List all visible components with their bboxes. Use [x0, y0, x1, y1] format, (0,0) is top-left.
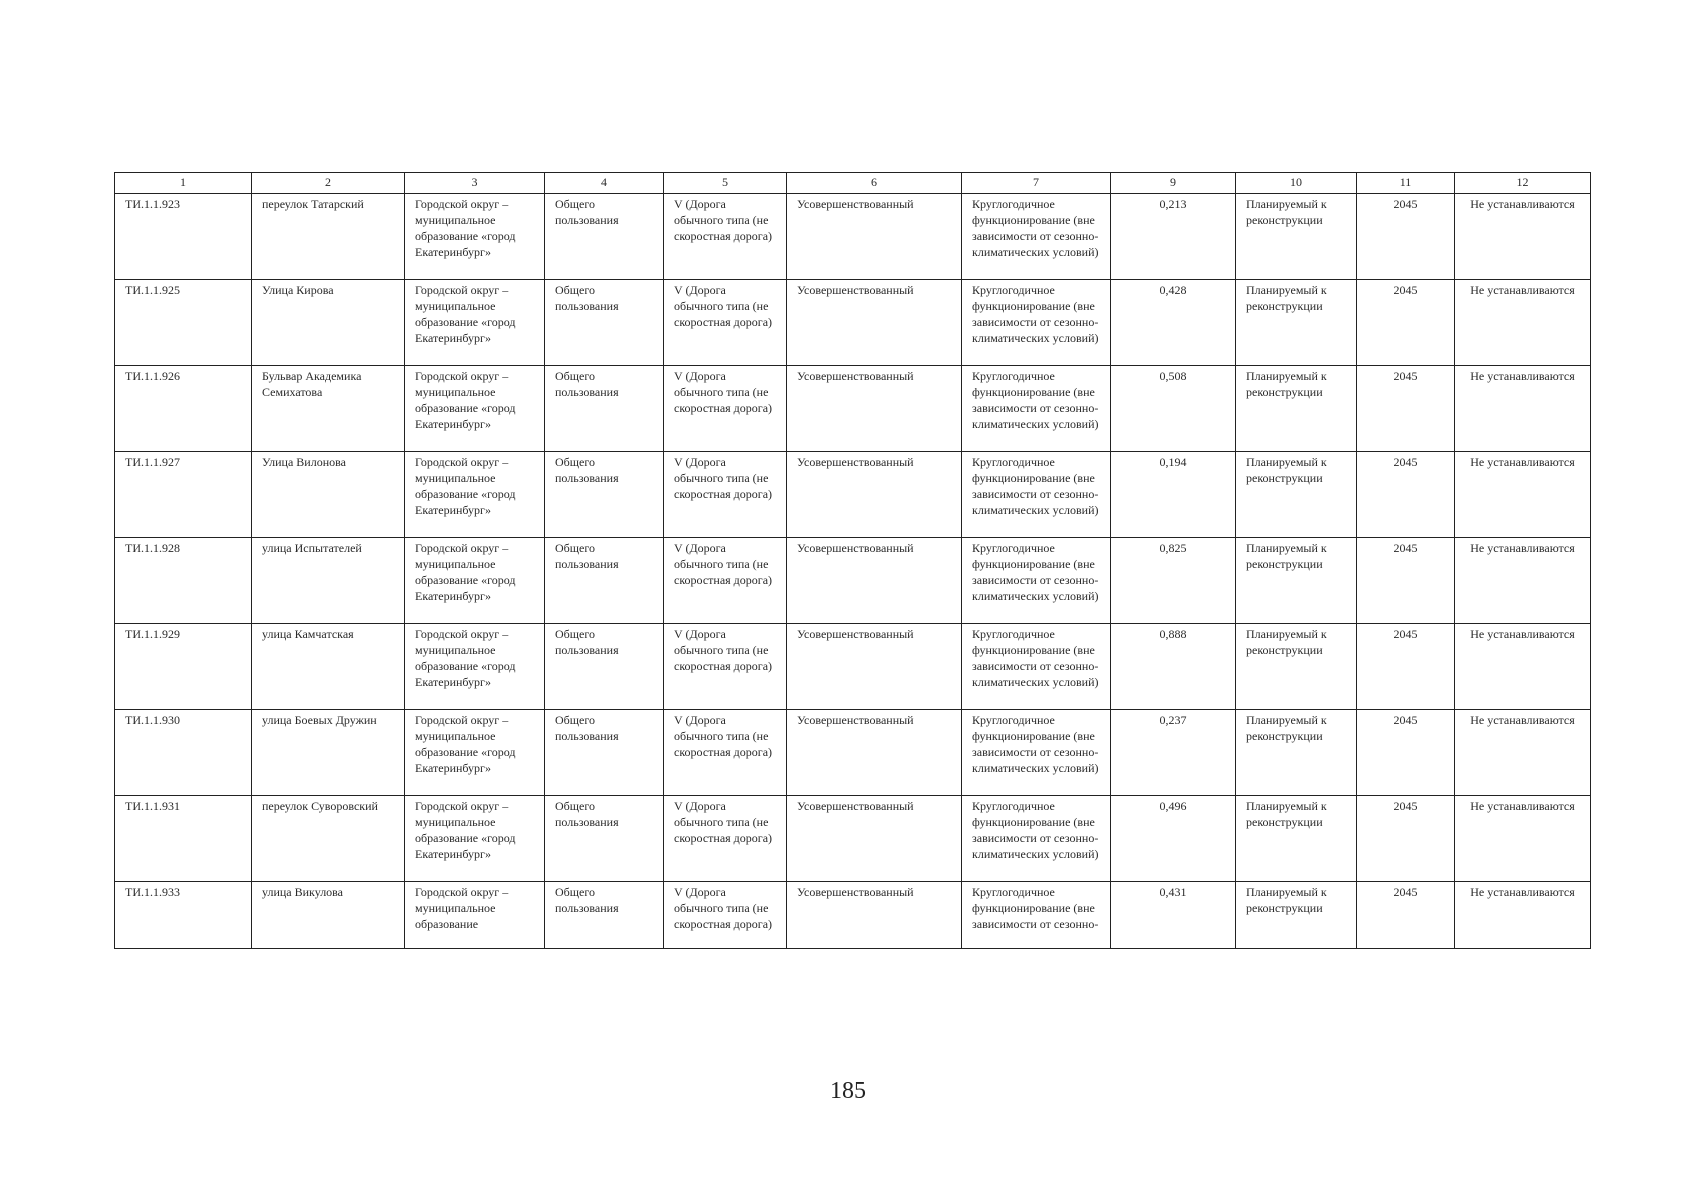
cell-category: V (Дорога обычного типа (не скоростная дорога) [664, 280, 787, 366]
cell-status: Планируемый к реконструкции [1236, 280, 1357, 366]
table-row [115, 194, 1591, 280]
cell-mode: Круглогодичное функционирование (вне зависимости от сезонно-климатических условий) [962, 452, 1111, 538]
cell-status: Планируемый к реконструкции [1236, 538, 1357, 624]
cell-surface: Усовершенствованный [787, 366, 962, 452]
cell-year: 2045 [1357, 366, 1455, 452]
cell-surface: Усовершенствованный [787, 624, 962, 710]
cell-surface: Усовершенствованный [787, 710, 962, 796]
cell-year: 2045 [1357, 796, 1455, 882]
cell-year: 2045 [1357, 538, 1455, 624]
cell-surface: Усовершенствованный [787, 452, 962, 538]
header-cell: 1 [115, 173, 252, 194]
header-cell: 2 [252, 173, 405, 194]
cell-name: Улица Кирова [252, 280, 405, 366]
cell-surface: Усовершенствованный [787, 194, 962, 280]
cell-mode: Круглогодичное функционирование (вне зависимости от сезонно-климатических условий) [962, 194, 1111, 280]
cell-mode: Круглогодичное функционирование (вне зависимости от сезонно-климатических условий) [962, 280, 1111, 366]
cell-use: Общего пользования [545, 882, 664, 949]
cell-id: ТИ.1.1.926 [115, 366, 252, 452]
cell-mode: Круглогодичное функционирование (вне зависимости от сезонно-климатических условий) [962, 624, 1111, 710]
cell-mode: Круглогодичное функционирование (вне зависимости от сезонно-климатических условий) [962, 366, 1111, 452]
cell-length: 0,431 [1111, 882, 1236, 949]
cell-zones: Не устанавливаются [1455, 624, 1591, 710]
cell-zones: Не устанавливаются [1455, 280, 1591, 366]
cell-status: Планируемый к реконструкции [1236, 882, 1357, 949]
cell-year: 2045 [1357, 194, 1455, 280]
cell-status: Планируемый к реконструкции [1236, 624, 1357, 710]
cell-zones: Не устанавливаются [1455, 796, 1591, 882]
cell-length: 0,237 [1111, 710, 1236, 796]
cell-surface: Усовершенствованный [787, 280, 962, 366]
cell-mode: Круглогодичное функционирование (вне зависимости от сезонно-климатических условий) [962, 538, 1111, 624]
table-row [115, 882, 1591, 949]
cell-zones: Не устанавливаются [1455, 882, 1591, 949]
cell-category: V (Дорога обычного типа (не скоростная дорога) [664, 882, 787, 949]
cell-length: 0,888 [1111, 624, 1236, 710]
table-row [115, 624, 1591, 710]
header-cell: 6 [787, 173, 962, 194]
cell-name: Бульвар Академика Семихатова [252, 366, 405, 452]
cell-id: ТИ.1.1.927 [115, 452, 252, 538]
header-cell: 9 [1111, 173, 1236, 194]
cell-use: Общего пользования [545, 194, 664, 280]
cell-use: Общего пользования [545, 796, 664, 882]
page-number: 185 [830, 1078, 866, 1104]
cell-owner: Городской округ – муниципальное образование [405, 882, 545, 949]
cell-name: переулок Суворовский [252, 796, 405, 882]
table-row [115, 366, 1591, 452]
table-header-row [115, 173, 1591, 194]
cell-use: Общего пользования [545, 280, 664, 366]
cell-mode: Круглогодичное функционирование (вне зависимости от сезонно- [962, 882, 1111, 949]
cell-id: ТИ.1.1.929 [115, 624, 252, 710]
cell-category: V (Дорога обычного типа (не скоростная дорога) [664, 366, 787, 452]
cell-category: V (Дорога обычного типа (не скоростная дорога) [664, 624, 787, 710]
cell-name: улица Камчатская [252, 624, 405, 710]
cell-year: 2045 [1357, 710, 1455, 796]
cell-owner: Городской округ – муниципальное образование «город Екатеринбург» [405, 280, 545, 366]
table-row [115, 796, 1591, 882]
table-row [115, 452, 1591, 538]
cell-use: Общего пользования [545, 710, 664, 796]
cell-zones: Не устанавливаются [1455, 194, 1591, 280]
table-row [115, 538, 1591, 624]
cell-surface: Усовершенствованный [787, 796, 962, 882]
roads-table [114, 172, 1591, 949]
cell-status: Планируемый к реконструкции [1236, 796, 1357, 882]
cell-mode: Круглогодичное функционирование (вне зависимости от сезонно-климатических условий) [962, 796, 1111, 882]
cell-name: Улица Вилонова [252, 452, 405, 538]
cell-id: ТИ.1.1.923 [115, 194, 252, 280]
cell-zones: Не устанавливаются [1455, 366, 1591, 452]
table-row [115, 280, 1591, 366]
cell-name: улица Испытателей [252, 538, 405, 624]
cell-use: Общего пользования [545, 624, 664, 710]
cell-owner: Городской округ – муниципальное образование «город Екатеринбург» [405, 796, 545, 882]
cell-zones: Не устанавливаются [1455, 452, 1591, 538]
cell-zones: Не устанавливаются [1455, 710, 1591, 796]
cell-owner: Городской округ – муниципальное образование «город Екатеринбург» [405, 194, 545, 280]
cell-mode: Круглогодичное функционирование (вне зависимости от сезонно-климатических условий) [962, 710, 1111, 796]
cell-surface: Усовершенствованный [787, 882, 962, 949]
table-row [115, 710, 1591, 796]
cell-id: ТИ.1.1.928 [115, 538, 252, 624]
header-cell: 10 [1236, 173, 1357, 194]
header-cell: 12 [1455, 173, 1591, 194]
cell-length: 0,428 [1111, 280, 1236, 366]
cell-category: V (Дорога обычного типа (не скоростная дорога) [664, 538, 787, 624]
cell-length: 0,508 [1111, 366, 1236, 452]
cell-year: 2045 [1357, 280, 1455, 366]
cell-name: улица Боевых Дружин [252, 710, 405, 796]
cell-surface: Усовершенствованный [787, 538, 962, 624]
cell-name: улица Викулова [252, 882, 405, 949]
cell-length: 0,213 [1111, 194, 1236, 280]
cell-length: 0,825 [1111, 538, 1236, 624]
cell-year: 2045 [1357, 624, 1455, 710]
cell-category: V (Дорога обычного типа (не скоростная дорога) [664, 796, 787, 882]
cell-id: ТИ.1.1.925 [115, 280, 252, 366]
cell-owner: Городской округ – муниципальное образование «город Екатеринбург» [405, 710, 545, 796]
header-cell: 3 [405, 173, 545, 194]
header-cell: 5 [664, 173, 787, 194]
cell-status: Планируемый к реконструкции [1236, 710, 1357, 796]
cell-year: 2045 [1357, 452, 1455, 538]
cell-category: V (Дорога обычного типа (не скоростная дорога) [664, 452, 787, 538]
cell-status: Планируемый к реконструкции [1236, 366, 1357, 452]
cell-owner: Городской округ – муниципальное образование «город Екатеринбург» [405, 624, 545, 710]
cell-owner: Городской округ – муниципальное образование «город Екатеринбург» [405, 538, 545, 624]
cell-status: Планируемый к реконструкции [1236, 194, 1357, 280]
cell-id: ТИ.1.1.930 [115, 710, 252, 796]
header-cell: 11 [1357, 173, 1455, 194]
cell-owner: Городской округ – муниципальное образование «город Екатеринбург» [405, 452, 545, 538]
cell-category: V (Дорога обычного типа (не скоростная дорога) [664, 194, 787, 280]
cell-id: ТИ.1.1.933 [115, 882, 252, 949]
cell-use: Общего пользования [545, 366, 664, 452]
cell-length: 0,496 [1111, 796, 1236, 882]
cell-owner: Городской округ – муниципальное образование «город Екатеринбург» [405, 366, 545, 452]
cell-name: переулок Татарский [252, 194, 405, 280]
cell-use: Общего пользования [545, 452, 664, 538]
header-cell: 7 [962, 173, 1111, 194]
cell-year: 2045 [1357, 882, 1455, 949]
cell-use: Общего пользования [545, 538, 664, 624]
cell-id: ТИ.1.1.931 [115, 796, 252, 882]
cell-status: Планируемый к реконструкции [1236, 452, 1357, 538]
cell-category: V (Дорога обычного типа (не скоростная дорога) [664, 710, 787, 796]
cell-length: 0,194 [1111, 452, 1236, 538]
cell-zones: Не устанавливаются [1455, 538, 1591, 624]
header-cell: 4 [545, 173, 664, 194]
